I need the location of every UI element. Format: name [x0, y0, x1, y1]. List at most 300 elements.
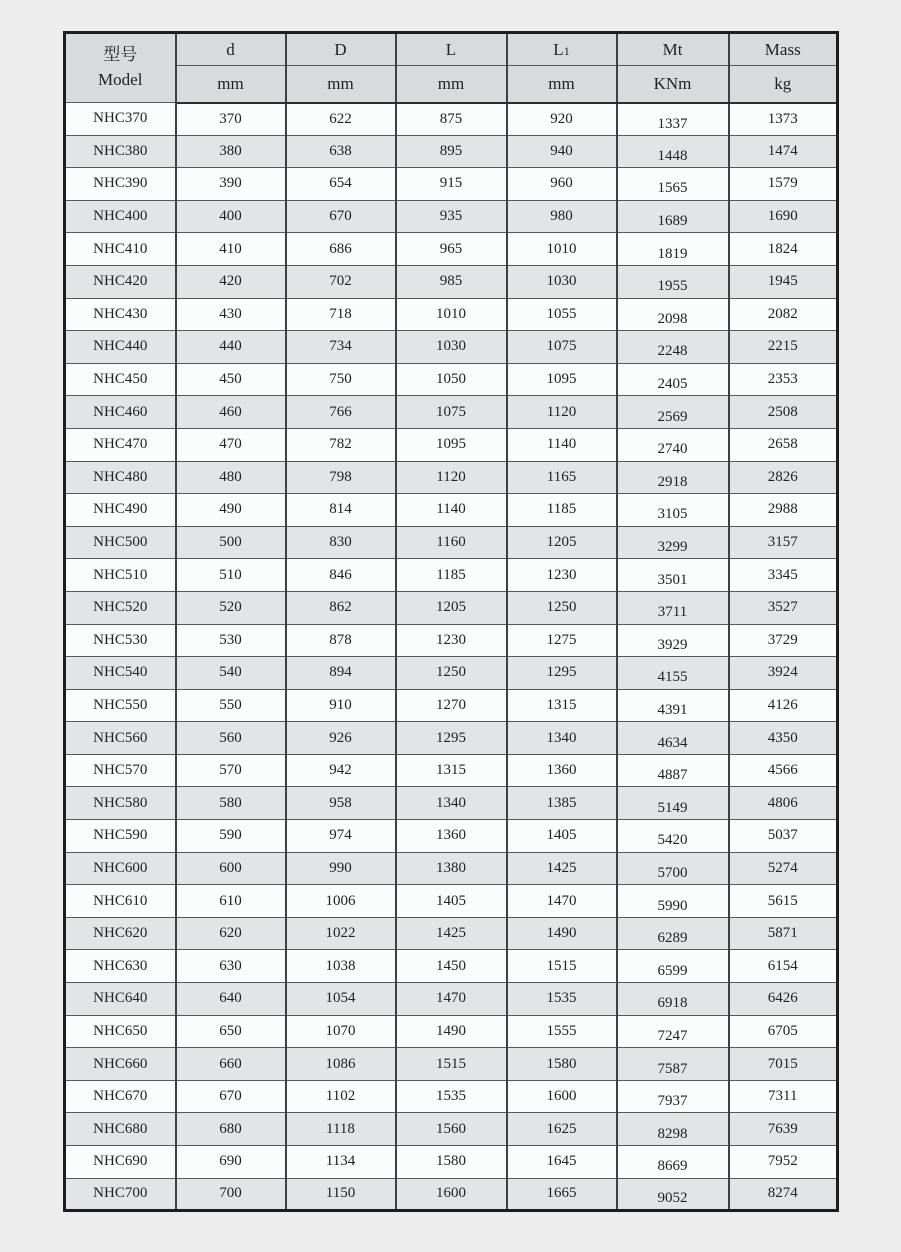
cell-value: 985 [439, 273, 463, 290]
cell-d [176, 1113, 286, 1146]
cell-value: 5615 [767, 892, 798, 909]
cell-L [396, 461, 507, 494]
cell-L1 [507, 298, 617, 331]
cell-d [176, 298, 286, 331]
cell-value: 1490 [546, 925, 577, 942]
cell-Mass [729, 396, 838, 429]
cell-D [286, 722, 396, 755]
cell-Mt [617, 1178, 729, 1211]
table-row [65, 265, 838, 298]
cell-D [286, 917, 396, 950]
cell-model [65, 526, 176, 559]
cell-value: 560 [219, 729, 242, 746]
table-row [65, 233, 838, 266]
cell-L1 [507, 1113, 617, 1146]
cell-value: 814 [329, 501, 352, 518]
cell-value: NHC430 [93, 305, 148, 322]
cell-value: NHC550 [93, 696, 148, 713]
table-row [65, 689, 838, 722]
table-row [65, 983, 838, 1016]
cell-value: 958 [329, 794, 352, 811]
cell-value: NHC460 [93, 403, 148, 420]
cell-value: 2508 [767, 403, 798, 420]
cell-Mass [729, 722, 838, 755]
cell-value: 570 [219, 762, 242, 779]
cell-Mt [617, 1048, 729, 1081]
cell-value: 1120 [436, 468, 466, 485]
cell-value: 1689 [657, 213, 688, 230]
cell-D [286, 526, 396, 559]
cell-model [65, 689, 176, 722]
table-row [65, 168, 838, 201]
cell-value: 5274 [767, 859, 798, 876]
cell-L [396, 1113, 507, 1146]
cell-L [396, 396, 507, 429]
cell-Mt [617, 461, 729, 494]
cell-d [176, 689, 286, 722]
cell-value: 6154 [767, 957, 798, 974]
cell-value: 940 [550, 142, 573, 159]
cell-value: 410 [219, 240, 242, 257]
cell-value: 622 [329, 110, 352, 127]
cell-value: 450 [219, 371, 242, 388]
cell-value: 440 [219, 338, 242, 355]
cell-L [396, 787, 507, 820]
cell-Mt [617, 591, 729, 624]
header-model-en: Model [98, 70, 143, 89]
cell-Mt [617, 885, 729, 918]
cell-D [286, 852, 396, 885]
cell-d [176, 787, 286, 820]
cell-d [176, 722, 286, 755]
cell-value: 1250 [436, 664, 466, 681]
cell-model [65, 820, 176, 853]
cell-value: NHC640 [93, 990, 148, 1007]
cell-L1 [507, 657, 617, 690]
cell-value: 1474 [767, 142, 798, 159]
cell-L1 [507, 624, 617, 657]
cell-d [176, 461, 286, 494]
cell-d [176, 1015, 286, 1048]
unit-D-label: mm [327, 73, 354, 93]
cell-L [396, 363, 507, 396]
table-row [65, 428, 838, 461]
cell-value: 1185 [436, 566, 466, 583]
cell-value: NHC660 [93, 1055, 148, 1072]
table-row [65, 331, 838, 364]
cell-value: 2098 [657, 310, 688, 327]
table-row [65, 885, 838, 918]
cell-d [176, 265, 286, 298]
cell-L1 [507, 754, 617, 787]
cell-L1 [507, 396, 617, 429]
cell-L1 [507, 428, 617, 461]
cell-D [286, 1080, 396, 1113]
unit-Mt-label: KNm [653, 73, 692, 93]
cell-value: 1340 [436, 794, 466, 811]
cell-d [176, 1080, 286, 1113]
cell-Mt [617, 689, 729, 722]
cell-value: 4887 [657, 767, 688, 784]
cell-value: 4126 [767, 696, 798, 713]
cell-value: 1425 [546, 859, 577, 876]
table-header [65, 33, 838, 103]
cell-Mass [729, 298, 838, 331]
cell-value: 980 [550, 208, 573, 225]
cell-Mt [617, 1080, 729, 1113]
cell-value: 990 [329, 859, 352, 876]
cell-value: NHC580 [93, 794, 148, 811]
table-body [65, 103, 838, 1211]
cell-Mass [729, 135, 838, 168]
cell-value: 654 [329, 175, 352, 192]
cell-value: 1555 [546, 1022, 577, 1039]
cell-L [396, 428, 507, 461]
cell-d [176, 135, 286, 168]
table-row [65, 624, 838, 657]
cell-D [286, 1113, 396, 1146]
table-row [65, 1080, 838, 1113]
cell-L [396, 820, 507, 853]
cell-value: 370 [219, 110, 242, 127]
cell-value: 5871 [767, 925, 798, 942]
cell-value: 702 [329, 273, 352, 290]
cell-model [65, 331, 176, 364]
cell-value: 1055 [546, 305, 577, 322]
cell-value: 580 [219, 794, 242, 811]
table-row [65, 787, 838, 820]
cell-L [396, 135, 507, 168]
cell-D [286, 103, 396, 136]
cell-value: 1380 [436, 859, 466, 876]
cell-D [286, 428, 396, 461]
cell-value: 2353 [767, 371, 798, 388]
cell-value: 4806 [767, 794, 798, 811]
table-row [65, 526, 838, 559]
table-row [65, 1178, 838, 1211]
cell-value: 915 [439, 175, 463, 192]
cell-value: 2988 [767, 501, 798, 518]
cell-value: 1565 [657, 180, 688, 197]
cell-L1 [507, 135, 617, 168]
cell-model [65, 983, 176, 1016]
cell-model [65, 135, 176, 168]
header-Mass-label: Mass [764, 39, 801, 59]
cell-value: 620 [219, 925, 242, 942]
header-model [65, 33, 176, 103]
cell-L [396, 983, 507, 1016]
cell-value: 660 [219, 1055, 242, 1072]
cell-Mt [617, 103, 729, 136]
cell-Mass [729, 657, 838, 690]
cell-value: 1580 [436, 1153, 466, 1170]
cell-value: 650 [219, 1022, 242, 1039]
cell-model [65, 1015, 176, 1048]
cell-value: NHC380 [93, 142, 148, 159]
cell-L1 [507, 233, 617, 266]
cell-D [286, 168, 396, 201]
cell-L [396, 103, 507, 136]
cell-value: 480 [219, 468, 242, 485]
cell-value: NHC670 [93, 1088, 148, 1105]
cell-d [176, 526, 286, 559]
cell-value: 7937 [657, 1093, 688, 1110]
cell-L [396, 917, 507, 950]
cell-Mass [729, 1146, 838, 1179]
cell-value: 1360 [546, 762, 577, 779]
cell-value: 1150 [325, 1185, 356, 1202]
cell-value: 920 [550, 110, 573, 127]
cell-value: 1535 [546, 990, 577, 1007]
cell-value: 846 [329, 566, 352, 583]
cell-Mass [729, 559, 838, 592]
cell-value: 926 [329, 729, 352, 746]
cell-value: 1625 [546, 1120, 577, 1137]
cell-D [286, 1178, 396, 1211]
cell-model [65, 1178, 176, 1211]
header-row-labels [65, 33, 838, 66]
cell-value: 1205 [436, 599, 466, 616]
cell-L [396, 1080, 507, 1113]
cell-value: 1515 [546, 957, 577, 974]
cell-value: NHC510 [93, 566, 148, 583]
cell-model [65, 168, 176, 201]
cell-value: 1038 [325, 957, 356, 974]
cell-value: 2215 [767, 338, 798, 355]
cell-value: 2569 [657, 408, 688, 425]
cell-value: NHC590 [93, 827, 148, 844]
unit-d [176, 66, 286, 103]
cell-value: 718 [329, 305, 352, 322]
cell-value: 1006 [325, 892, 356, 909]
header-model-zh: 型号 [103, 45, 138, 65]
cell-value: 1535 [436, 1088, 466, 1105]
cell-Mt [617, 1015, 729, 1048]
cell-Mass [729, 820, 838, 853]
cell-model [65, 657, 176, 690]
cell-model [65, 1080, 176, 1113]
cell-value: 895 [439, 142, 463, 159]
unit-D [286, 66, 396, 103]
cell-L [396, 559, 507, 592]
table-row [65, 396, 838, 429]
cell-model [65, 103, 176, 136]
cell-value: 670 [329, 208, 352, 225]
cell-value: 420 [219, 273, 242, 290]
cell-value: 1470 [546, 892, 577, 909]
cell-value: 1425 [436, 925, 466, 942]
cell-Mass [729, 428, 838, 461]
cell-value: 5700 [657, 864, 688, 881]
unit-Mass-label: kg [774, 73, 792, 93]
cell-D [286, 885, 396, 918]
cell-value: NHC490 [93, 501, 148, 518]
cell-Mass [729, 103, 838, 136]
cell-L1 [507, 820, 617, 853]
cell-Mt [617, 233, 729, 266]
table-row [65, 135, 838, 168]
table-row [65, 559, 838, 592]
cell-L [396, 1146, 507, 1179]
cell-value: 380 [219, 142, 242, 159]
cell-Mass [729, 917, 838, 950]
cell-value: 798 [329, 468, 352, 485]
cell-value: 894 [329, 664, 352, 681]
cell-L1 [507, 1048, 617, 1081]
cell-Mt [617, 428, 729, 461]
cell-L1 [507, 559, 617, 592]
cell-d [176, 820, 286, 853]
cell-value: 680 [219, 1120, 242, 1137]
table-row [65, 1048, 838, 1081]
cell-D [286, 983, 396, 1016]
cell-value: 1118 [326, 1120, 355, 1137]
cell-Mt [617, 1146, 729, 1179]
cell-model [65, 787, 176, 820]
cell-value: NHC480 [93, 468, 148, 485]
header-L1-label: L [553, 39, 564, 59]
cell-Mass [729, 233, 838, 266]
header-L1-subscript: 1 [563, 43, 570, 58]
cell-value: 1022 [325, 925, 356, 942]
cell-value: 2248 [657, 343, 688, 360]
cell-L [396, 1178, 507, 1211]
cell-Mass [729, 1178, 838, 1211]
cell-D [286, 135, 396, 168]
cell-L1 [507, 1015, 617, 1048]
cell-model [65, 885, 176, 918]
cell-value: 5037 [767, 827, 798, 844]
cell-value: 470 [219, 436, 242, 453]
cell-value: 1275 [546, 631, 577, 648]
table-row [65, 1146, 838, 1179]
cell-D [286, 1146, 396, 1179]
cell-value: 1373 [767, 110, 798, 127]
cell-d [176, 754, 286, 787]
cell-value: 1140 [546, 436, 577, 453]
cell-L1 [507, 689, 617, 722]
cell-model [65, 852, 176, 885]
cell-L1 [507, 722, 617, 755]
cell-Mt [617, 983, 729, 1016]
cell-d [176, 983, 286, 1016]
cell-L1 [507, 526, 617, 559]
cell-value: 1450 [436, 957, 466, 974]
cell-Mt [617, 624, 729, 657]
cell-value: 590 [219, 827, 242, 844]
cell-Mass [729, 363, 838, 396]
cell-value: 9052 [657, 1190, 688, 1207]
cell-Mass [729, 1113, 838, 1146]
cell-L [396, 722, 507, 755]
cell-Mass [729, 983, 838, 1016]
cell-value: 5149 [657, 799, 688, 816]
table-row [65, 917, 838, 950]
cell-value: NHC440 [93, 338, 148, 355]
cell-d [176, 657, 286, 690]
cell-value: 1095 [546, 371, 577, 388]
cell-L [396, 494, 507, 527]
cell-value: 3501 [657, 571, 688, 588]
cell-value: 1819 [657, 245, 688, 262]
cell-value: NHC500 [93, 534, 148, 551]
cell-value: 670 [219, 1088, 242, 1105]
cell-Mass [729, 200, 838, 233]
cell-D [286, 754, 396, 787]
cell-value: 6918 [657, 995, 688, 1012]
cell-value: 1645 [546, 1153, 577, 1170]
cell-d [176, 1178, 286, 1211]
unit-Mt [617, 66, 729, 103]
cell-L [396, 298, 507, 331]
cell-Mt [617, 722, 729, 755]
cell-value: 1070 [325, 1022, 356, 1039]
cell-Mt [617, 657, 729, 690]
cell-value: 3924 [767, 664, 798, 681]
cell-D [286, 396, 396, 429]
cell-L1 [507, 983, 617, 1016]
cell-value: 1315 [546, 696, 577, 713]
cell-model [65, 1113, 176, 1146]
cell-value: 3929 [657, 636, 688, 653]
cell-value: 5420 [657, 832, 688, 849]
cell-value: 460 [219, 403, 242, 420]
cell-value: 1295 [436, 729, 466, 746]
cell-value: 2918 [657, 473, 688, 490]
cell-Mt [617, 363, 729, 396]
cell-L [396, 885, 507, 918]
cell-Mass [729, 885, 838, 918]
cell-d [176, 363, 286, 396]
cell-d [176, 624, 286, 657]
cell-value: 700 [219, 1185, 242, 1202]
cell-value: 1600 [546, 1088, 577, 1105]
cell-Mass [729, 787, 838, 820]
cell-value: 610 [219, 892, 242, 909]
cell-value: 4634 [657, 734, 688, 751]
cell-L1 [507, 787, 617, 820]
cell-value: 4566 [767, 762, 798, 779]
unit-L1 [507, 66, 617, 103]
cell-D [286, 950, 396, 983]
cell-value: 1250 [546, 599, 577, 616]
cell-L [396, 852, 507, 885]
cell-D [286, 494, 396, 527]
cell-D [286, 787, 396, 820]
cell-value: 510 [219, 566, 242, 583]
cell-L [396, 200, 507, 233]
cell-value: NHC390 [93, 175, 148, 192]
cell-value: 520 [219, 599, 242, 616]
cell-model [65, 754, 176, 787]
cell-L1 [507, 885, 617, 918]
cell-Mt [617, 526, 729, 559]
cell-value: 878 [329, 631, 352, 648]
cell-value: NHC540 [93, 664, 148, 681]
cell-model [65, 200, 176, 233]
header-Mt-label: Mt [662, 39, 683, 59]
cell-value: 2658 [767, 436, 798, 453]
cell-value: 1295 [546, 664, 577, 681]
cell-value: 1270 [436, 696, 466, 713]
header-Mt [617, 33, 729, 66]
cell-value: 875 [439, 110, 463, 127]
cell-value: 3157 [767, 534, 798, 551]
cell-L1 [507, 852, 617, 885]
table-row [65, 820, 838, 853]
cell-Mass [729, 1080, 838, 1113]
cell-L [396, 168, 507, 201]
